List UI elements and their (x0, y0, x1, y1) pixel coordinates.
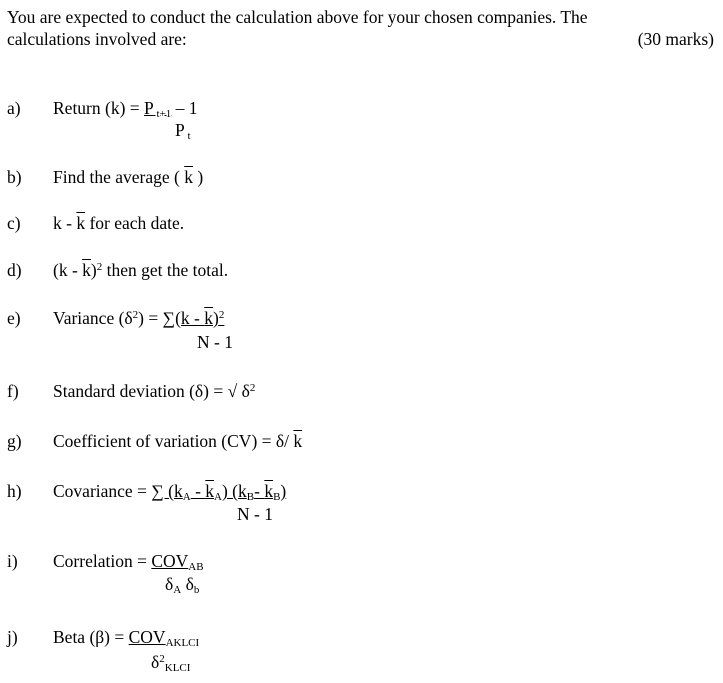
variance-denominator: N - 1 (197, 332, 233, 352)
correlation-formula: Correlation = COVAB δA δb (53, 551, 204, 596)
beta-numerator: COVAKLCI (128, 627, 200, 649)
marks-label: (30 marks) (637, 29, 714, 49)
average-formula: Find the average ( $\overline{k}$ ) (53, 167, 204, 187)
squared-deviation-formula: $(k - \overline{k})^2$ then get the total. (53, 260, 229, 280)
item-letter: h) (7, 481, 22, 501)
beta-formula: Beta (β) = COVAKLCI $\delta^2KLCI$ (53, 627, 200, 674)
correlation-denominator: δA δb (165, 574, 200, 596)
variance-formula: Variance $(\delta^2) = \sum(k - k)^2$ N - 1 (53, 308, 233, 352)
covariance-formula: Covariance = ∑ (kA - kA) (kB- kB) N - 1 (53, 481, 287, 524)
beta-denominator: $\delta^2KLCI$ (151, 652, 191, 674)
return-formula: Return (k) = P t+1 – 1 P t (53, 98, 198, 142)
item-letter: g) (7, 431, 22, 451)
covariance-numerator: ∑ (kA - kA) (kB- kB) (151, 481, 287, 503)
item-letter: e) (7, 308, 21, 328)
std-deviation-formula: Standard deviation (δ) = √ $\delta^2$ (53, 381, 256, 401)
item-letter: j) (7, 627, 18, 647)
item-letter: c) (7, 213, 21, 233)
intro-line-1: You are expected to conduct the calculation above for your chosen companies. The (7, 7, 588, 27)
return-numerator: P t+1 (144, 98, 172, 120)
item-letter: b) (7, 167, 22, 187)
correlation-numerator: COVAB (151, 551, 204, 573)
covariance-denominator: N - 1 (237, 504, 273, 524)
item-letter: f) (7, 381, 19, 401)
item-letter: d) (7, 260, 22, 280)
return-denominator: P t (175, 120, 191, 142)
variance-numerator: ∑(k - k)$^2$ (162, 308, 225, 328)
intro-line-2-text: calculations involved are: (7, 29, 187, 49)
intro-line-2 (7, 28, 714, 50)
cv-formula: Coefficient of variation (CV) = δ/ $\overline{k}$ (53, 431, 303, 451)
deviation-formula: k - $\overline{k}$ for each date. (53, 213, 185, 233)
intro-paragraph (7, 6, 714, 50)
item-letter: a) (7, 98, 21, 118)
item-letter: i) (7, 551, 18, 571)
